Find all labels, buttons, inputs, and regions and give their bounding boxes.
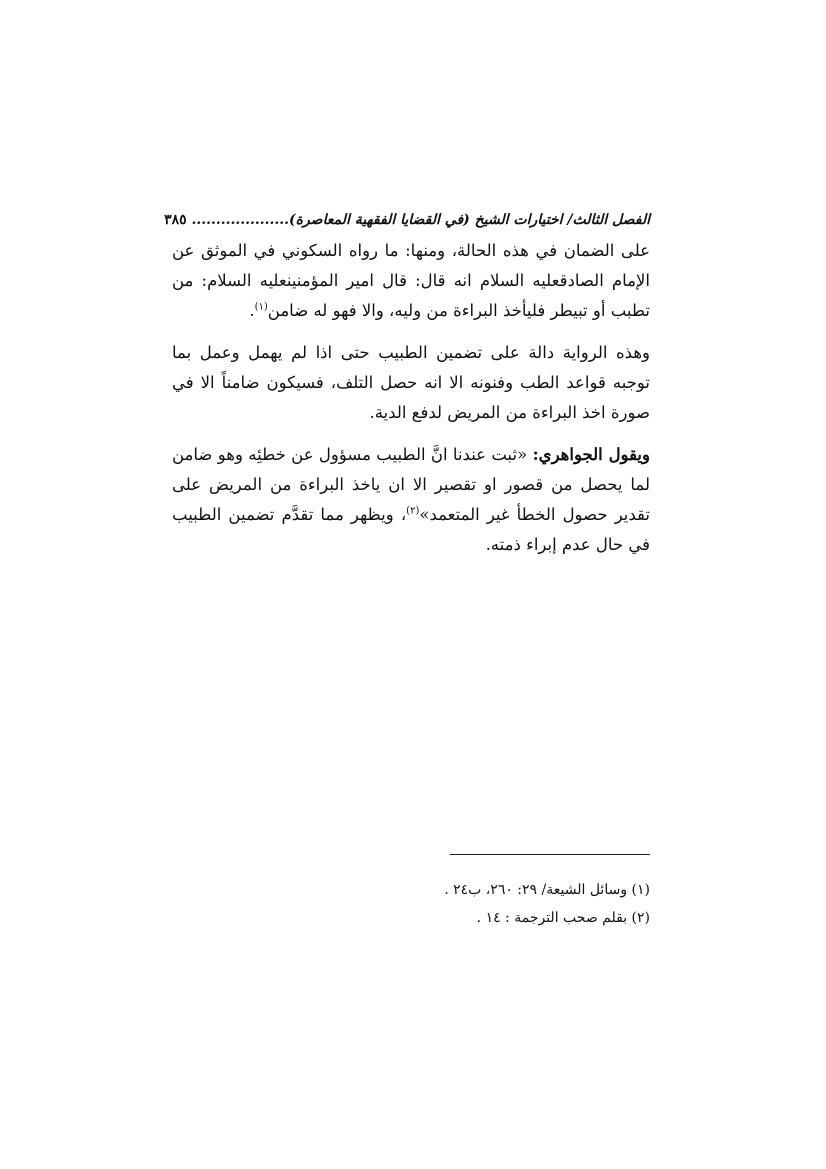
footnotes (172, 876, 650, 932)
footnote-1: (١) وسائل الشيعة/ ٢٩: ٢٦٠، ب٢٤ . (444, 882, 650, 898)
page-number: ٣٨٥ (164, 212, 187, 228)
footnote-ref-1[interactable]: (١) (254, 301, 268, 313)
page-number-group (164, 212, 289, 228)
paragraph-2 (172, 338, 650, 428)
header-dots: .................... (191, 212, 289, 228)
paragraph-3-lead: ويقول الجواهري: (532, 445, 650, 464)
paragraph-3 (172, 440, 650, 560)
paragraph-1 (172, 236, 650, 326)
chapter-title (289, 212, 650, 228)
footnote-2: (٢) بقلم صحب الترجمة : ١٤ . (476, 910, 650, 926)
page-body (164, 212, 650, 572)
paragraph-1-text: على الضمان في هذه الحالة، ومنها: ما رواه السكوني في الموثق عن الإمام الصادقعليه السلام انه قال: قال امير المؤمنينعليه السلام: من تطبب أو تبيطر فليأخذ البراءة من وليه، والا فهو له ضامن (172, 241, 650, 320)
footnote-divider (450, 854, 650, 855)
paragraph-3-quote: «ثبت عندنا انَّ الطبيب مسؤول عن خطئِه وهو ضامن لما يحصل من قصور او تقصير الا ان ياخذ البراءة من المريض على تقدير حصول الخطأ غير المتعمد» (172, 445, 650, 524)
paragraph-1-end: . (249, 301, 255, 320)
paragraph-3-tail: ، ويظهر مما تقدَّم تضمين الطبيب في حال عدم إبراء ذمته. (172, 505, 650, 554)
chapter-title-text: الفصل الثالث/ اختيارات الشيخ (في القضايا الفقهية المعاصرة) (289, 212, 650, 228)
footnote-ref-2[interactable]: (٢) (406, 505, 420, 517)
running-header (164, 212, 650, 228)
paragraph-2-text: وهذه الرواية دالة على تضمين الطبيب حتى اذا لم يهمل وعمل بما توجبه قواعد الطب وفنونه الا انه حصل التلف، فسيكون ضامناً الا في صورة اخذ البراءة من المريض لدفع الدية. (172, 343, 650, 422)
